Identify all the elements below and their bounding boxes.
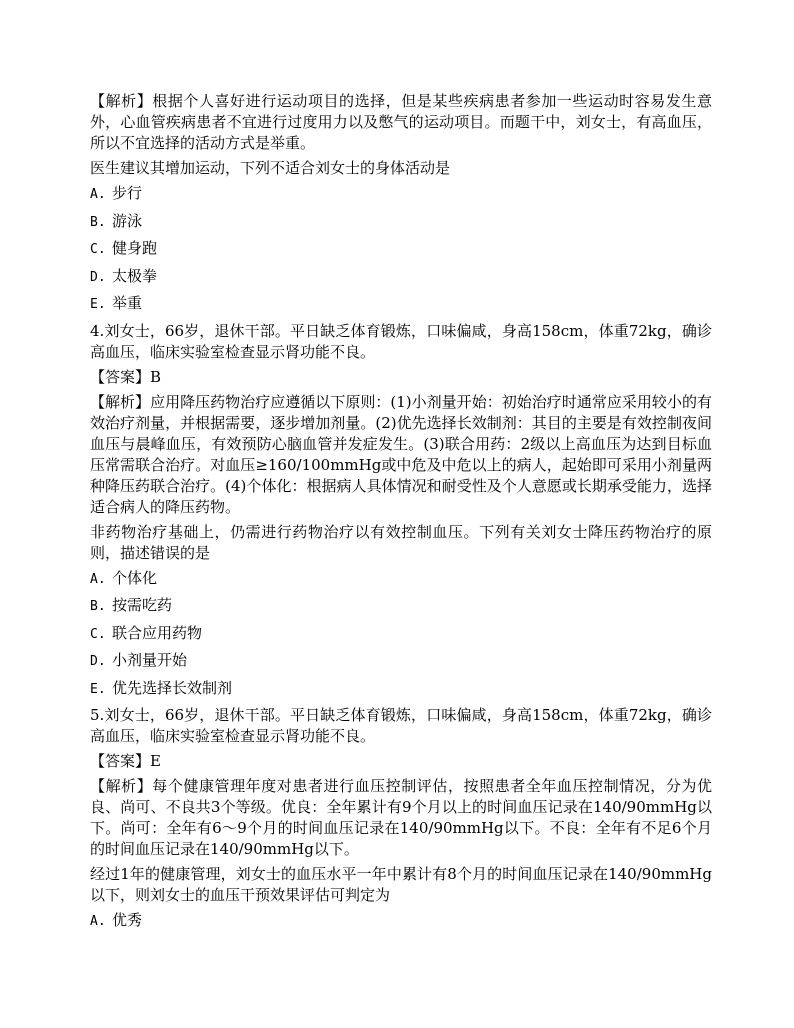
option-letter: C. <box>90 626 106 642</box>
option-b <box>90 595 712 617</box>
option-text: 优秀 <box>112 911 143 929</box>
option-a <box>90 183 712 205</box>
analysis-tag: 【解析】 <box>90 392 151 411</box>
option-letter: E. <box>90 297 106 312</box>
answer-value: B <box>150 367 162 386</box>
option-text: 按需吃药 <box>112 596 173 614</box>
option-e <box>90 678 712 700</box>
case-description: 5.刘女士，66岁，退休干部。平日缺乏体育锻炼，口味偏咸，身高158cm，体重72kg，确诊高血压，临床实验室检查显示肾功能不良。 <box>90 706 712 745</box>
analysis-paragraph <box>90 392 712 518</box>
analysis-text: 每个健康管理年度对患者进行血压控制评估，按照患者全年血压控制情况，分为优良、尚可、不良共3个等级。优良：全年累计有9个月以上的时间血压记录在140/90mmHg以下。尚可：全年有6～9个月的时间血压记录在140/90mmHg以下。不良：全年有不足6个月的时间血压记录在140/90mmHg以下。 <box>90 777 712 858</box>
case-description: 4.刘女士，66岁，退休干部。平日缺乏体育锻炼，口味偏咸，身高158cm，体重72kg，确诊高血压，临床实验室检查显示肾功能不良。 <box>90 321 712 361</box>
option-text: 个体化 <box>112 568 158 587</box>
answer-tag: 【答案】 <box>90 367 151 386</box>
analysis-text: 根据个人喜好进行运动项目的选择，但是某些疾病患者参加一些运动时容易发生意外，心血管疾病患者不宜进行过度用力以及憋气的运动项目。而题干中，刘女士，有高血压，所以不宜选择的活动方式是举重。 <box>90 92 712 152</box>
option-e <box>90 293 712 315</box>
option-c <box>90 238 712 260</box>
option-text: 举重 <box>112 294 143 312</box>
option-d <box>90 650 712 672</box>
option-text: 游泳 <box>112 211 143 230</box>
answer-paragraph <box>90 751 712 772</box>
option-letter: B. <box>90 599 106 614</box>
option-letter: A. <box>90 914 106 929</box>
analysis-paragraph <box>90 776 712 860</box>
answer-paragraph <box>90 367 712 388</box>
analysis-tag: 【解析】 <box>90 777 153 795</box>
option-text: 联合应用药物 <box>112 623 203 642</box>
answer-value: E <box>150 752 161 770</box>
option-text: 太极拳 <box>112 266 158 285</box>
option-letter: D. <box>90 269 106 285</box>
option-a <box>90 568 712 590</box>
option-text: 健身跑 <box>112 239 158 257</box>
option-letter: B. <box>90 214 106 230</box>
option-text: 优先选择长效制剂 <box>112 678 233 697</box>
option-b <box>90 211 712 233</box>
option-letter: A. <box>90 187 106 202</box>
question-stem: 经过1年的健康管理，刘女士的血压水平一年中累计有8个月的时间血压记录在140/90mmHg以下，则刘女士的血压干预效果评估可判定为 <box>90 865 712 904</box>
question-stem: 医生建议其增加运动，下列不适合刘女士的身体活动是 <box>90 159 451 177</box>
analysis-text: 应用降压药物治疗应遵循以下原则：(1)小剂量开始：初始治疗时通常应采用较小的有效治疗剂量，并根据需要，逐步增加剂量。(2)优先选择长效制剂：其目的主要是有效控制夜间血压与晨峰血压，有效预防心脑血管并发症发生。(3)联合用药：2级以上高血压为达到目标血压常需联合治疗。对血压≥160/100mmHg或中危及中危以上的病人，起始即可采用小剂量两种降压药联合治疗。(4)个体化：根据病人具体情况和耐受性及个人意愿或长期承受能力，选择适合病人的降压药物。 <box>90 392 712 516</box>
question-stem: 非药物治疗基础上，仍需进行药物治疗以有效控制血压。下列有关刘女士降压药物治疗的原则，描述错误的是 <box>90 522 712 562</box>
answer-tag: 【答案】 <box>90 752 151 770</box>
document-page <box>90 91 712 938</box>
option-letter: E. <box>90 681 106 697</box>
option-letter: D. <box>90 654 106 669</box>
option-text: 小剂量开始 <box>112 651 188 669</box>
option-letter: C. <box>90 242 106 257</box>
analysis-tag: 【解析】 <box>90 92 153 110</box>
option-a <box>90 910 712 932</box>
option-c <box>90 623 712 645</box>
analysis-paragraph <box>90 91 712 154</box>
option-letter: A. <box>90 571 106 587</box>
option-text: 步行 <box>112 184 143 202</box>
option-d <box>90 266 712 288</box>
